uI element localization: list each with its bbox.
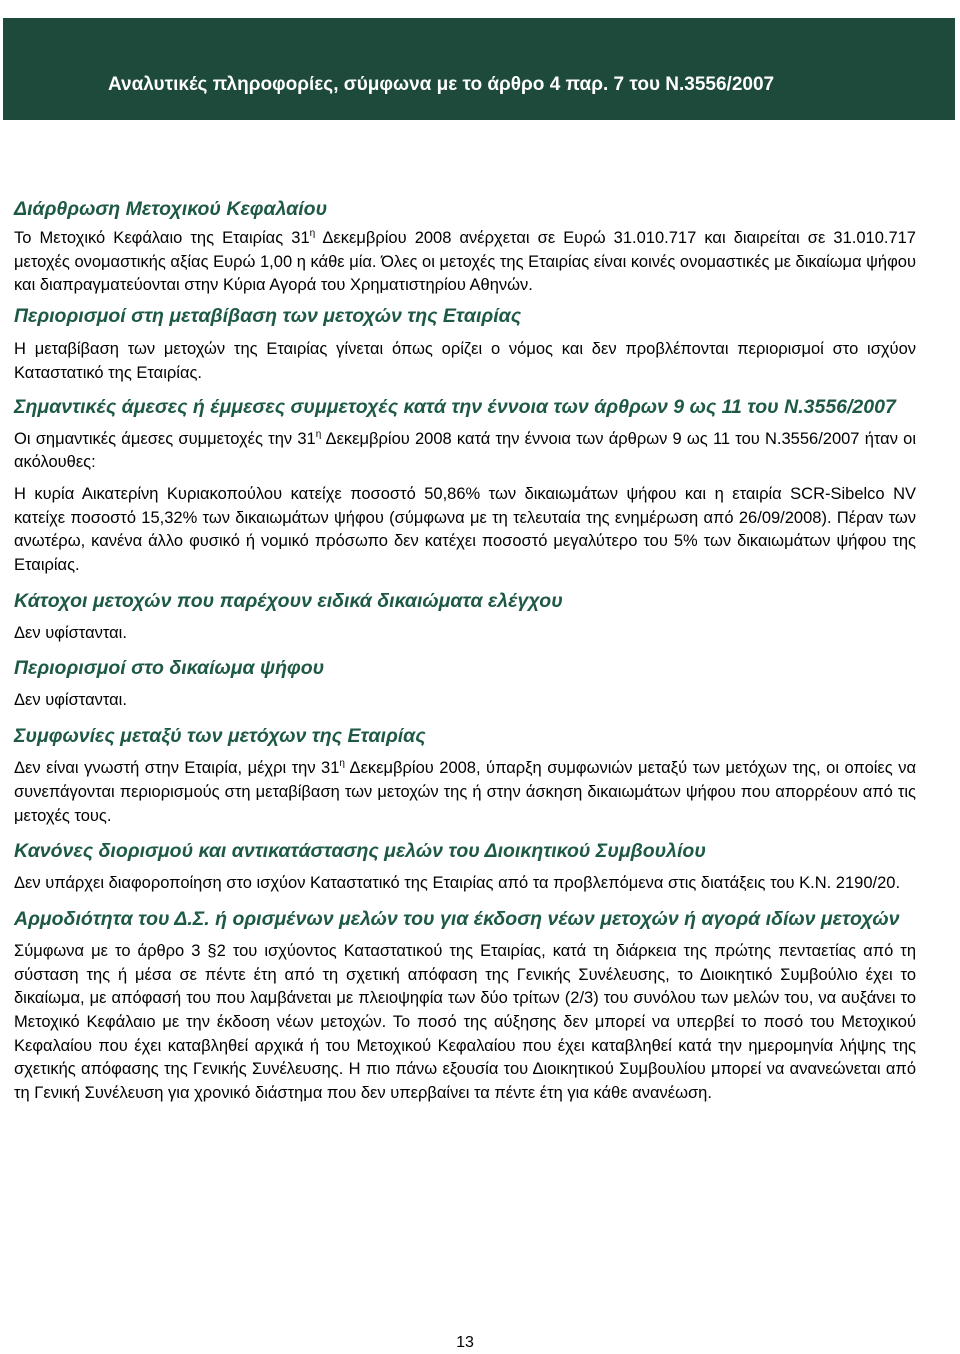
- board-powers-paragraph: Σύμφωνα με το άρθρο 3 §2 του ισχύοντος Καταστατικού της Εταιρίας, κατά τη διάρκεια της πρώτης πενταετίας από τη σύσταση της ή μέσα σε πέντε έτη από τη σχετική απόφαση της Γενικής Συνέλευσης, το Διοικητικό Συμβούλιο έχει το δικαίωμα, με απόφασή του που λαμβάνεται με πλειοψηφία των δύο τρίτων (2/3) του συνόλου των μελών του, να αυξάνει το Μετοχικό Κεφάλαιο με την έκδοση νέων μετοχών. Το ποσό της αύξησης δεν μπορεί να υπερβεί το ποσό του Μετοχικού Κεφαλαίου που έχει καταβληθεί αρχικά ή του Μετοχικού Κεφαλαίου που έχει καταβληθεί κατά την ημερομηνία λήψης της σχετικής απόφασης της Γενικής Συνέλευσης. Η πιο πάνω εξουσία του Διοικητικού Συμβουλίου μπορεί να ανανεώνεται από τη Γενική Συνέλευση για χρονικό διάστημα που δεν υπερβαίνει τα πέντε έτη για κάθε ανανέωση.: [14, 941, 916, 1103]
- shareholder-agreements-paragraph: [14, 757, 916, 828]
- section-heading-significant-holdings: Σημαντικές άμεσες ή έμμεσες συμμετοχές κατά την έννοια των άρθρων 9 ως 11 του Ν.3556/2007: [14, 395, 896, 418]
- header-banner: [3, 18, 955, 120]
- significant-holdings-details: Η κυρία Αικατερίνη Κυριακοπούλου κατείχε ποσοστό 50,86% των δικαιωμάτων ψήφου και η εταιρία SCR-Sibelco NV κατείχε ποσοστό 15,32% των δικαιωμάτων ψήφου (σύμφωνα με τη τελευταία της ενημέρωση από 26/09/2008). Πέραν των ανωτέρω, κανένα άλλο φυσικό ή νομικό πρόσωπο δεν κατέχει ποσοστό μεγαλύτερο του 5% των δικαιωμάτων ψήφου της Εταιρίας.: [14, 484, 916, 575]
- section-heading-share-capital: Διάρθρωση Μετοχικού Κεφαλαίου: [14, 198, 328, 220]
- section-heading-board-appointment-rules: Κανόνες διορισμού και αντικατάστασης μελών του Διοικητικού Συμβουλίου: [14, 840, 706, 863]
- paragraph-text: Δεν είναι γνωστή στην Εταιρία, μέχρι την 31: [14, 759, 340, 778]
- paragraph-text: Δεκεμβρίου 2008 ανέρχεται σε Ευρώ 31.010.717 και διαιρείται σε 31.010.717 μετοχές ονομαστικής αξίας Ευρώ 1,00 η κάθε μία. Όλες οι μετοχές της Εταιρίας είναι κοινές ονομαστικές με δικαίωμα ψήφου και διαπραγματεύονται στην Κύρια Αγορά του Χρηματιστηρίου Αθηνών.: [14, 229, 916, 295]
- special-control-rights-paragraph: Δεν υφίστανται.: [14, 623, 127, 642]
- section-heading-voting-restrictions: Περιορισμοί στο δικαίωμα ψήφου: [14, 657, 325, 680]
- page-number: 13: [456, 1334, 474, 1351]
- ordinal-superscript: η: [339, 758, 345, 770]
- paragraph-text: Οι σημαντικές άμεσες συμμετοχές την 31: [14, 429, 316, 448]
- ordinal-superscript: η: [315, 428, 322, 440]
- paragraph-text: Το Μετοχικό Κεφάλαιο της Εταιρίας 31: [14, 229, 310, 247]
- board-appointment-rules-paragraph: Δεν υπάρχει διαφοροποίηση στο ισχύον Καταστατικό της Εταιρίας από τα προβλεπόμενα στις διατάξεις του Κ.Ν. 2190/20.: [14, 874, 901, 893]
- section-heading-shareholder-agreements: Συμφωνίες μεταξύ των μετόχων της Εταιρίας: [14, 725, 426, 748]
- paragraph-text: Δεκεμβρίου 2008 κατά την έννοια των άρθρων 9 ως 11 του Ν.3556/2007 ήταν οι ακόλουθες:: [14, 429, 916, 472]
- voting-restrictions-paragraph: Δεν υφίστανται.: [14, 691, 127, 710]
- transfer-restrictions-paragraph: Η μεταβίβαση των μετοχών της Εταιρίας γίνεται όπως ορίζει ο νόμος και δεν προβλέπονται περιορισμοί στο ισχύον Καταστατικό της Εταιρίας.: [14, 340, 916, 382]
- paragraph-text: Δεκεμβρίου 2008, ύπαρξη συμφωνιών μεταξύ των μετόχων της, οι οποίες να συνεπάγονται περιορισμούς στη μεταβίβαση των μετοχών της ή στην άσκηση δικαιωμάτων ψήφου που απορρέουν από τις μετοχές τους.: [14, 759, 916, 825]
- document-body: [14, 196, 916, 1106]
- banner-title: Αναλυτικές πληροφορίες, σύμφωνα με το άρθρο 4 παρ. 7 του Ν.3556/2007: [108, 74, 775, 95]
- section-heading-special-control-rights: Κάτοχοι μετοχών που παρέχουν ειδικά δικαιώματα ελέγχου: [14, 589, 563, 612]
- section-heading-board-powers: Αρμοδιότητα του Δ.Σ. ή ορισμένων μελών του για έκδοση νέων μετοχών ή αγορά ιδίων μετοχών: [14, 907, 900, 930]
- section-heading-transfer-restrictions: Περιορισμοί στη μεταβίβαση των μετοχών της Εταιρίας: [14, 305, 522, 328]
- share-capital-paragraph: [14, 227, 916, 298]
- significant-holdings-intro: [14, 428, 916, 475]
- ordinal-superscript: η: [309, 228, 316, 239]
